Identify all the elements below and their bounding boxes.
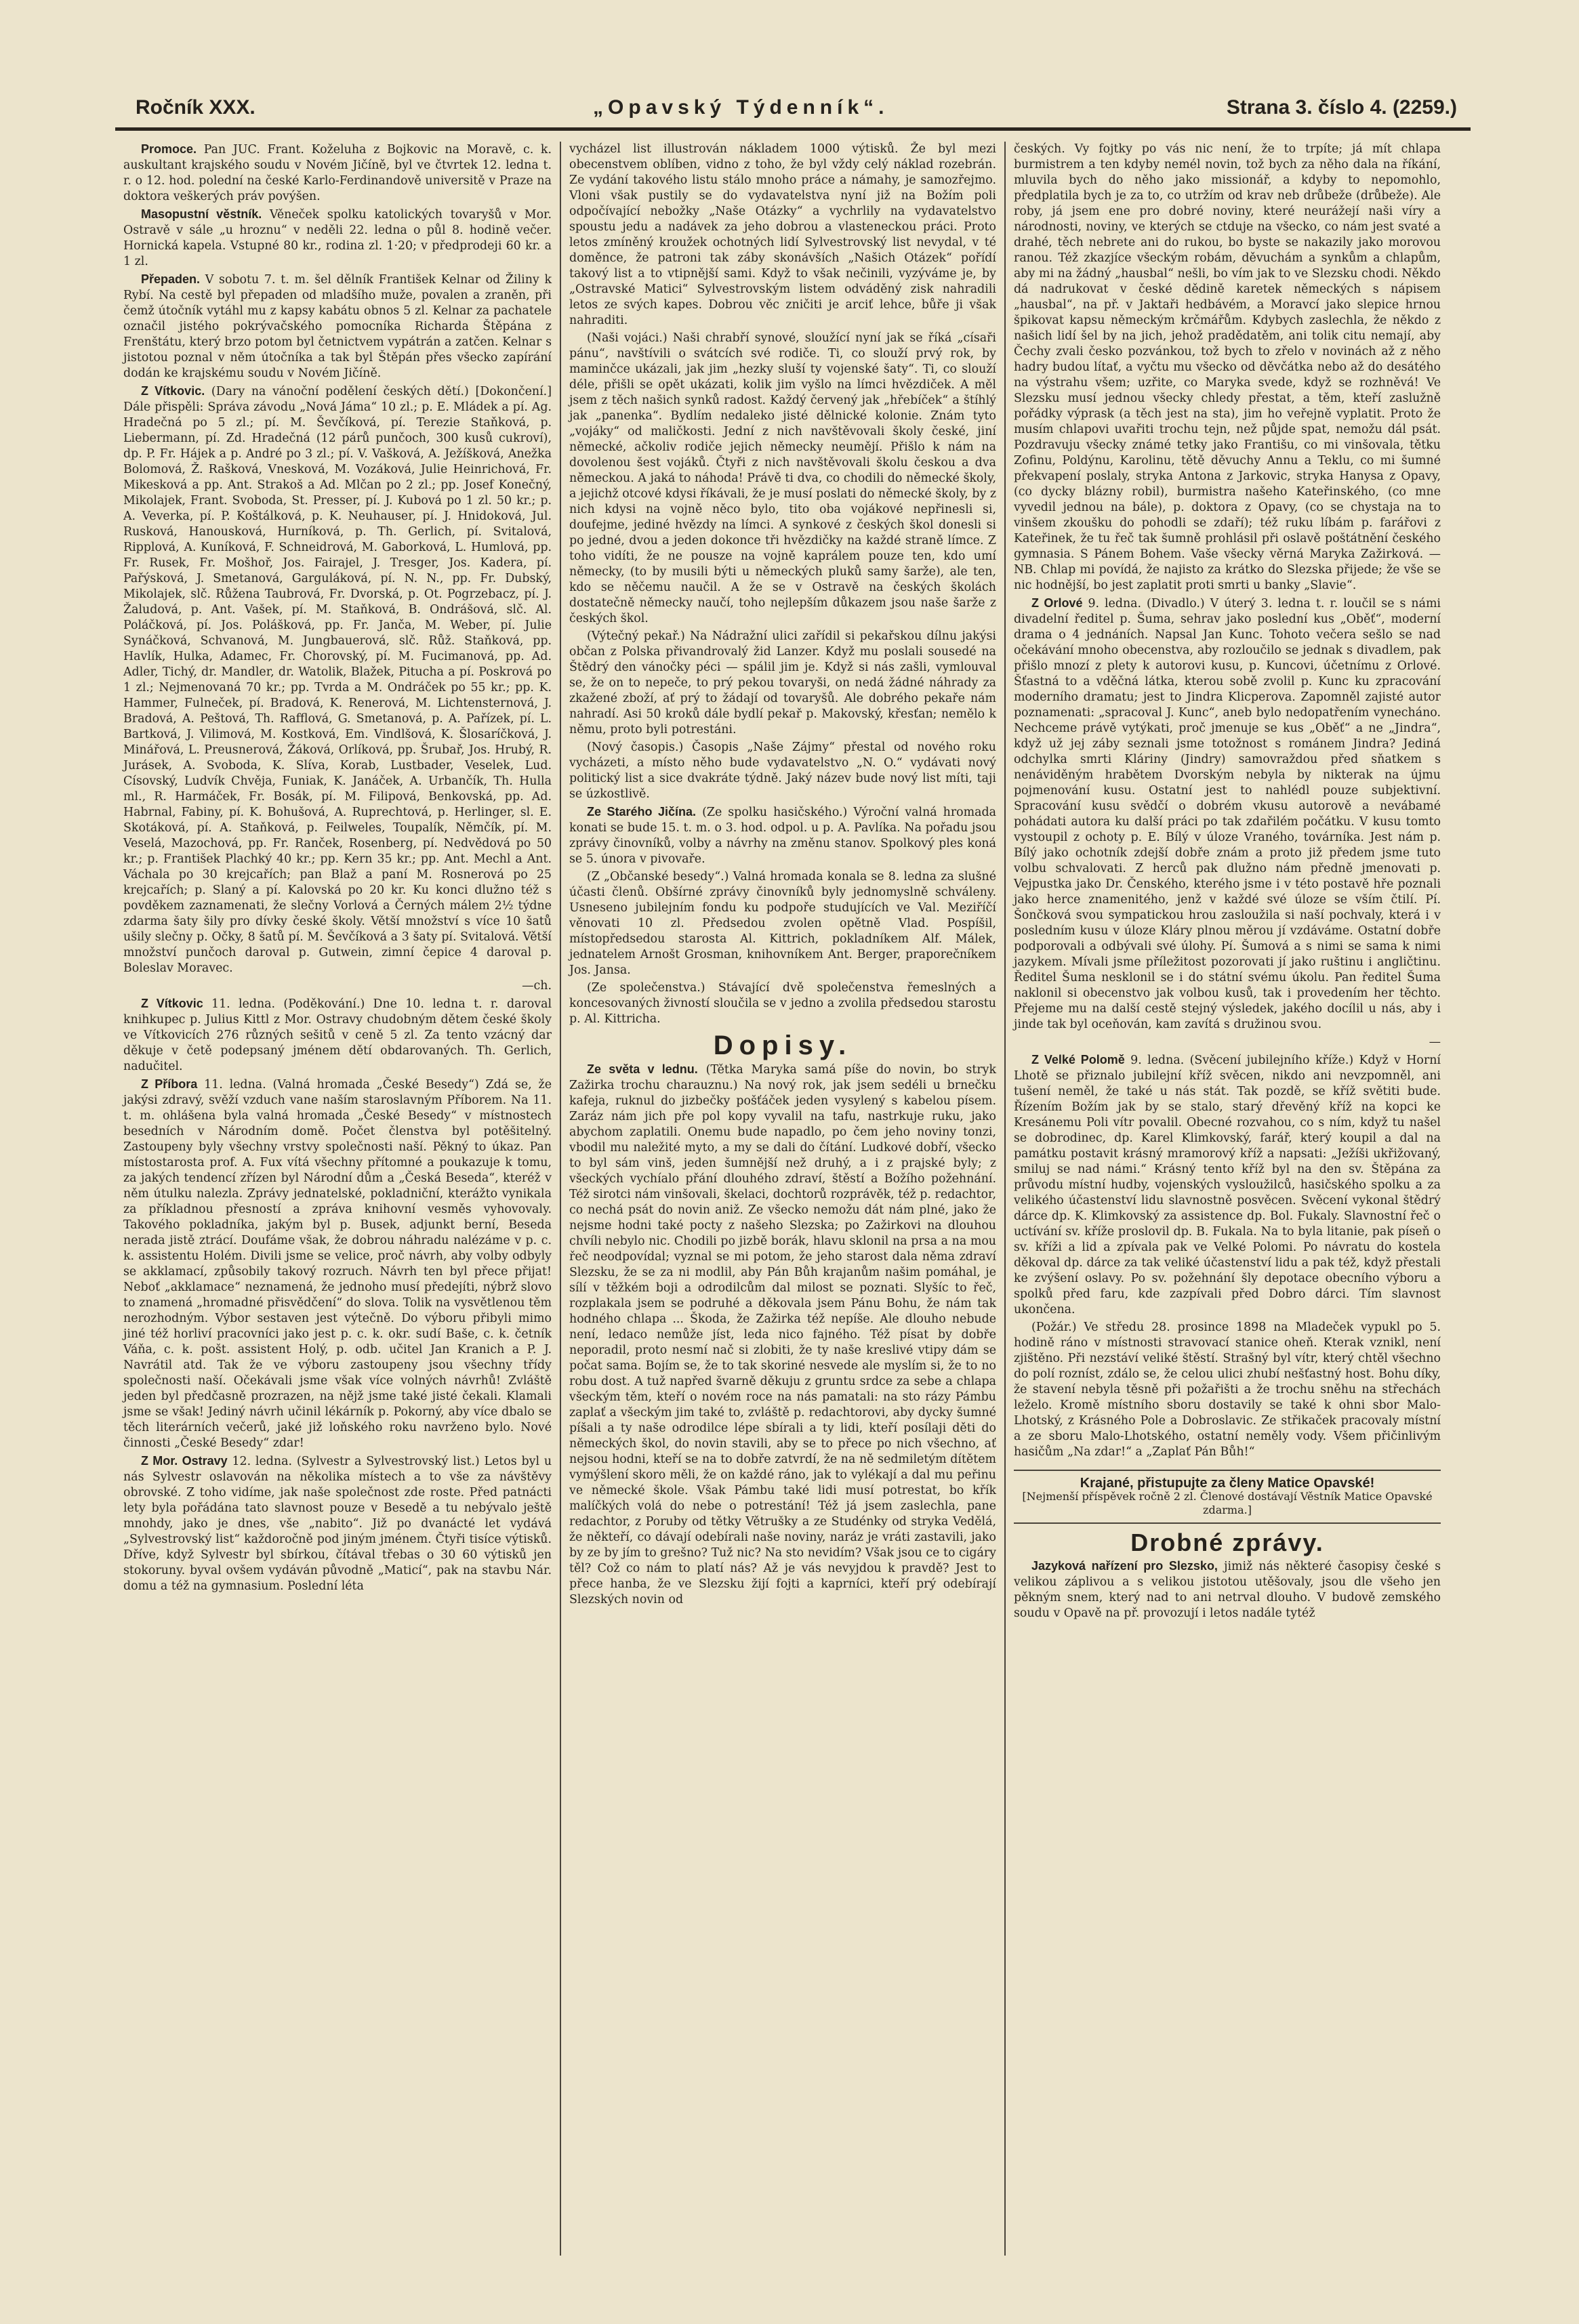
newspaper-title: „Opavský Týdenník“. [593,96,889,119]
article-lead: Masopustní věstník. [141,207,262,221]
article-text: (Ze spolku hasičského.) Výroční valná hromada konati se bude 15. t. m. o 3. hod. odpol. u p. A. Pavlíka. Na pořadu jsou zprávy činovníků, volby a návrhy na změnu stanov. Spolkový ples koná se 5. února v pivovaře. [569,806,997,866]
article-vojaci: (Naši vojáci.) Naši chrabří synové, sloužící nyní jak se říká „císaři pánu“, navštívili o svátcích své rodiče. Ti, co slouží prvý rok, by maminčce ukázali, jak jim „hezky sluší ty vojenské šaty“. Ti, co slouží déle, přišli se opět ukázati, kolik jim vyšlo na límci hvězdiček. A měl jsem z těch našich synků radost. Každý červený jak „hřebíček“ a štíhlý jak „panenka“. Bydlím nedaleko jisté dělnické kolonie. Znám tyto „vojáky“ od maličkosti. Jední z nich navštěvovali školy české, jiní německé, ačkoliv rodiče jejich německy neumějí. Přišlo k nám na dovolenou šest vojáků. Čtyři z nich navštěvovali školu českou a dva německou. A jaká to náhoda! Právě ti dva, co chodili do německé školy, a jejichž otcové kdysi říkávali, že je musí poslati do německé školy, by z nich kdysi na vojně něco bylo, tito oba vojákové nepřinesli si, doufejme, jediné hvězdy na límci. A synkové z českých škol donesli si po jedné, dvou a jeden dokonce tři hvězdičky na každé straně límce. Z toho vidíti, že ne pousze na vojně kaprálem pouze ten, kdo umí německy, (to by musili býti u německých pluků samy šarže), ale ten, kdo se něčemu naučil. A že se v Ostravě na českých školách dostatečně německy naučí, toho nejlepším důkazem jsou naše šarže z českých škol. [569,331,996,625]
article-vitkovice [123,383,552,976]
article-obcanska-beseda: (Z „Občanské besedy“.) Valná hromada konala se 8. ledna za slušné účasti členů. Obšírné zprávy činovníků byly jednomyslně schváleny. Usneseno jubilejním fondu ku podpoře studujících ve Val. Meziříčí věnovati 10 zl. Předsedou zvolen opětně Vlad. Pospíšil, místopředsedou starosta Al. Kittrich, pokladníkem Alf. Málek, jednatelem Arnošt Grosman, knihovníkem Ant. Berger, praporečníkem Jos. Jansa. [569,870,996,977]
article-text: 9. ledna. (Svěcení jubilejního kříže.) Když v Horní Lhotě se přiznalo jubilejní kříž svěcen, nikdo ani nevzpomněl, ani tušení neměl, že také u nás stát. Tak pozdě, se kříž světiti bude. Řízením Božím jak by se stalo, starý dřevěný kříž na kopci ke Kresánemu Poli vítr povalil. Obecné rozvahou, co s ním, když tu našel se dobrodinec, dp. Karel Klimkovský, farář, který koupil a dal na památku postavit krásný mramorový kříž a napsati: „Ježíši ukřižovaný, smiluj se nad námi.“ Krásný tento kříž byl na den sv. Štěpána za průvodu místní hudby, vojenských vysloužilců, hasičského spolku a za velikého účastenství lidu slavnostně posvěcen. Svěcení vykonal štědrý dárce dp. K. Klimkovský za assistence dp. Bol. Fukaly. Slavnostní řeč o uctívání sv. kříže proslovil dp. B. Fukala. Na to byla litanie, pak píseň o sv. kříži a lid a zpívala pak ve Velké Polomi. Po návratu do kostela děkoval dp. dárce za tak veliké účastenství lidu a pak též, když přestali ke zvýšení oslavy. Po sv. požehnání šly depotace obecního výboru a spolků před faru, kde zazpívali před Dobro dárci. Tím slavnost ukončena. [1014,1054,1441,1316]
article-text: (Dary na vánoční podělení českých dětí.) [Dokončení.] Dále přispěli: Správa závodu „Nová Jáma“ 10 zl.; p. E. Mládek a pí. Ag. Hradečná po 5 zl.; pí. M. Ševčíková, pí. Terezie Staňková, p. Liebermann, pí. Zd. Hradečná (12 párů punčoch, 300 kusů cukroví), dp. P. Fr. Hájek a p. André po 3 zl.; pí. V. Vašková, A. Ježíšková, Anežka Bolomová, Ž. Rašková, Vnesková, M. Vozáková, Julie Heinrichová, Fr. Mikesková a pp. Ant. Strakoš a Ad. Mlčan po 2 zl.; pp. Josef Konečný, Mikolajek, Frant. Svoboda, St. Presser, pí. J. Kubová po 1 zl. 50 kr.; p. A. Veverka, pí. P. Koštálková, p. K. Neuhauser, pí. J. Hnidoková, Jul. Rusková, Hanousková, Hurníková, p. Th. Gerlich, pí. Svitalová, Ripplová, A. Kuníková, F. Schneidrová, M. Gaborková, L. Humlová, pp. Fr. Rusek, Fr. Mošhoř, Jos. Fairajel, J. Tresger, Jos. Kadera, pí. Pařýsková, J. Smetanová, Garguláková, pí. N. N., pp. Fr. Dubský, Mikolajek, slč. Růžena Taubrová, Fr. Dvorská, p. Ot. Pogrzebacz, pí. J. Žaludová, p. Ant. Vašek, pí. M. Staňková, B. Ondrášová, slč. Al. Poláčková, pí. Jos. Polášková, pp. Fr. Janča, M. Weber, pí. Julie Synáčková, Schvanová, M. Jungbauerová, slč. Růž. Staňková, pp. Havlík, Hulka, Adamec, Fr. Chorovský, pí. M. Fucimanová, pp. Ad. Adler, Tichý, dr. Mandler, dr. Watolik, Blažek, Pitucha a pí. Poskrová po 1 zl.; Nejmenovaná 70 kr.; pp. Tvrda a M. Ondráček po 55 kr.; pp. K. Hammer, Fulneček, pí. Bradová, K. Renerová, M. Lichtensternová, J. Bradová, A. Peštová, Th. Rafflová, G. Smetanová, p. A. Pařízek, pí. L. Bartková, J. Vilimová, M. Kostková, Em. Vindlšová, K. Šlosaríčková, J. Minářová, L. Preusnerová, Žáková, Orlíková, pp. Šrubař, Jos. Hrubý, R. Jurásek, A. Svoboda, K. Slíva, Korab, Lustbader, Veselek, Lud. Císovský, Ludvík Chvěja, Funiak, K. Janáček, A. Urbančík, Th. Hulla ml., R. Harmáček, Fr. Bosák, pí. M. Filipová, Benkovská, pp. Ad. Habrnal, Fabiny, pí. K. Bohušová, A. Ruprechtová, p. Herlinger, sl. E. Skotáková, pí. A. Staňková, p. Feilweles, Toupalík, Němčík, pí. M. Veselá, Mazochová, pp. Fr. Ranček, Rosenberg, pí. Nedvědová po 50 kr.; p. František Plachký 40 kr.; pp. Kern 35 kr.; pp. Ant. Mechl a Ant. Váchala po 30 krejcařích; pan Blaž a paní M. Rosnerová po 25 krejcařích; p. Slaný a pí. Kalovská po 20 kr. Ku konci dlužno též s povděkem zaznamenati, že slečny Vorlová a Černých málem 2½ týdne zdarma šaty šily pro dívky české školy. Větší množství s více 10 šatů ušily slečny p. Očky, 8 šatů pí. M. Ševčíková a 3 šaty pí. Svitalová. Větší množství punčoch daroval p. Gutwein, zimní čepice 4 daroval p. Boleslav Moravec. [123,385,552,975]
article-dopis-continued: českých. Vy fojtky po vás nic není, že to trpíte; já mít chlapa burmistrem a ten kdyby nemél novin, tož bych za něho dala na říkání, mluvila bych do něho jako missionář, a kdyby to nepomohlo, předplatila bych je za to, co utržím od krav neb drůbeže (drůbeže). Ale roby, já jsem ene pro dobré noviny, které neurážejí naši víry a národnosti, noviny, ve kterých se ctduje na všecko, co nám jest svaté a drahé, těch nebrete ani do rukou, bo byste se nakazily jako morovou ranou. Též zkazjíce všeckým robám, děvuchám a synkům a chlapům, aby mi na žádný „hausbal“ nešli, bo vím jak to ve Slezsku chodi. Někdo dá nadrukovat v české dědině karetek německých s nápisem „hausbal“, na př. v Jaktaři hedbávém, a Moravcí jako slepice hrnou špikovat kapsu německým krčmářům. Kdybych zaslechla, že někdo z našich lidí šel by na jich, jehož pradědatěm, ani tolik citu nemají, aby Čechy zvali česko pozvánkou, tož bych to zřelo v novinách až z něho hadry budou lítať, a vyčtu mu všecko od děvčátka nebo až do desátého na výstrahu všem; uzřite, co Maryka svede, když se rozhněvá! Ve Slezsku musí jednou všecky chledy přestat, a těm, kteří zaslužně pořádky výprask (a těch jest na sta), jim ho veřejně vyplatit. Proto že musím chlapovi uvařiti trochu tejn, než půjde spat, nemožu dál psát. Pozdravuju všecky známé tetky jako Františu, co mi vinšovala, tětku Zofinu, Poldýnu, Karolinu, tětě děvuchy Annu a Teklu, co mi šumné překvapení poslaly, stryka Antona z Jarkovic, stryka Hanysa z Opavy, (co dycky blázny robil), burmistra našeho Kateřinského, (co mne vyvedil jednou na bále), p. doktora z Opavy, (co se chystaja na to vinšem zkoušku do pohodli se zdaří); též ruku líbám p. farářovi z Kateřinek, že tu řeč tak šumně prohlásil při oslavě poštátnění českého gymnasia. S Pánem Bohem. Vaše všecky věrná Maryka Zažirková. — NB. Chlap mi povídá, že najisto za krátko do Slezska přijede; že vše se nic hodnější, bo jest zaplatit proti smrti u banky „Slavie“. [1014,142,1441,592]
article-lead: Jazyková nařízení pro Slezsko, [1031,1559,1218,1573]
signature: —ch. [522,979,552,993]
article-ostrava [123,1453,552,1594]
article-jazykova [1014,1558,1441,1621]
article-lead: Z Vítkovic [141,997,203,1010]
article-lead: Ze Starého Jičína. [587,805,697,818]
article-lead: Přepaden. [141,272,201,286]
notice-text: [Nejmenší příspěvek ročně 2 zl. Členové dostávají Věstník Matice Opavské zdarma.] [1022,1490,1433,1516]
article-masopust [123,207,552,270]
signature: — [1429,1035,1441,1049]
article-text: Pan JUC. Frant. Koželuha z Bojkovic na Moravě, c. k. auskultant krajského soudu v Novém Jičíně, byl ve čtvrtek 12. ledna t. r. o 12. hod. polední na české Karlo-Ferdinandově universitě v Praze na doktora veškerých práv povýšen. [123,143,552,203]
article-lead: Ze světa v lednu. [587,1062,698,1076]
column-3 [1004,142,1449,2256]
page-header [115,68,1471,127]
columns [115,142,1471,2256]
header-rule [115,127,1471,131]
article-text: Věneček spolku katolických tovaryšů v Mor. Ostravě v sále „u hroznu“ v neděli 22. ledna o půl 8. hodině večer. Hornická kapela. Vstupné 80 kr., rodina zl. 1·20; v předprodeji 60 kr. a 1 zl. [123,208,552,268]
article-lead: Z Mor. Ostravy [141,1454,228,1468]
article-vitkovice-2 [123,996,552,1075]
matice-notice [1014,1470,1441,1524]
page-number: Strana 3. číslo 4. (2259.) [1226,96,1457,119]
article-text: V sobotu 7. t. m. šel dělník František Kelnar od Žiliny k Rybí. Na cestě byl přepaden od mladšího muže, povalen a zraněn, při čemž útočník vytáhl mu z kapsy kabátu obnos 5 zl. Kelnar za pachatele označil jistého pokrývačského pomocníka Richarda Štěpána z Frenštátu, který brzo potom byl četnictvem vypátrán a zatčen. Kelnar s jistotou poznal v něm útočníka a tak byl Štěpán přes všecko zapírání dodán ke krajskému soudu v Novém Jičíně. [123,273,552,380]
article-text: 12. ledna. (Sylvestr a Sylvestrovský list.) Letos byl u nás Sylvestr oslavován na několika místech a to vše za návštěvy obrovské. Z toho vidíme, jak naše společnost zde roste. Před patnácti lety byla pořádána tato slavnost pouze v Besedě a tu nebývalo ještě mnohdy, jako je dnes, vše „nabito“. Již po dvanácté let vydává „Sylvestrovský list“ každoročně pod jiným jménem. Čtyři tisíce výtisků. Dříve, když Sylvestr byl sbírkou, čítával třebas o 30 60 výtisků jen stokoruny. byval ovšem vydáván původně „Maticí“, pak na stavbu Nár. domu a též na gymnasium. Poslední léta [123,1455,552,1593]
article-lead: Z Orlové [1031,596,1083,610]
article-ostrava-continued: vycházel list illustrován nákladem 1000 výtisků. Že byl mezi obecenstvem oblíben, vidno z toho, že byl vždy celý náklad rozebrán. Ze vydání takového listu stálo mnoho práce a námahy, je samozřejmo. Vloni však pustily se do vydavatelstva nyní již na Božím poli odpočívající nebožky „Naše Otázky“ a vychrlily na vydavatelstvo spoustu jedu a nadávek za jeho dobrou a vlasteneckou práci. Proto letos zmíněný kroužek ochotných lidí Sylvestrovský list nevydal, v té doměnce, že patroni tak záby skonávších „Našich Otázek“ pořídí takový list a to vtipnější sami. Když to však nečinili, vyzýváme je, by „Ostravské Matici“ Sylvestrovským listem odváděný zisk nahradili letos ze svých kapes. Dobrou věc zničiti je arciť lehce, bůře ji však nahraditi. [569,142,996,327]
section-heading-dopisy: Dopisy. [713,1031,853,1060]
article-text: 11. ledna. (Poděkování.) Dne 10. ledna t. r. daroval knihkupec p. Julius Kittl z Mor. Ostravy chudobným dětem české školy ve Vítkovicích 276 různých sešitů v ceně 5 zl. Za tento vzácný dar děkuje v četě podepsaný jménem dětí obdarovaných. Th. Gerlich, nadučitel. [123,997,552,1073]
article-lead: Z Příbora [141,1077,198,1091]
article-pekar: (Výtečný pekař.) Na Nádražní ulici zařídil si pekařskou dílnu jakýsi občan z Polska přivandrovalý žid Lanzer. Když mu poslali sousedé na Štědrý den vánočky péci — spálil jim je. Když si nás zašli, vymlouval se, že on to nepeče, to prý pekou tovaryši, on nedá žádné náhrady za zkažené zboží, ať prý to žádají od tovaryšů. Ale dobrého pekaře nám nahradí. Asi 50 kroků dále bydlí pekař p. Makovský, křesťan; nemělo k němu, proto byli potrestáni. [569,629,996,736]
article-text: (Tětka Maryka samá píše do novin, bo stryk Zažirka trochu charauznu.) Na nový rok, jak jsem sedéli u brnečku kafeja, ruknul do jizbečky pošťáček jeden vysylený s kabelou písem. Zaráz nám jich pře pol kopy vyvalil na tafu, nastrkuje ruku, jako abychom zaplatili. Onemu bude napadlo, po čem jeho noviny tonzi, vbodil mu naležité myto, a my se dali do čítání. Ludkové dobří, všecko to byl sám vinš, jeden šumnější než druhý, a i z prajské byly; z všeckých vychíalo přání dlouhého zdraví, štěstí a Božího požehnání. Též sirotci nám vinšovali, škelaci, dochtorů rozprávěk, též p. redachtor, co nechá psát do novin aniž. Ze všecko nemožu dát nám plné, jako že nejsme hodni také pocty z našeho Slezska; po Zažirkovi na dlouhou chvíli nebylo nic. Chodili po jizbě borák, hlavu sklonil na prsa a na mou řeč neodpovídal; vyznal se mi potom, že jeho starost dala něma zdraví Slezsku, že se za ni modlil, aby Pán Bůh krajanům našim pomáhal, je sílí v těžkém boji a odrodilcům dal milost se poznati. Slyšíc to řeč, rozplakala jsem se podruhé a děkovala jsem Pánu Bohu, že nám tak hodného chlapa ... Škoda, že Zažirka též nepíše. Ale dlouho nebude není, ledaco nemůže jíst, leda nico fajného. Též písat by dobře neporadil, proto nesmí nač si zlobiti, že ty naše kreslivé vtipy dám se počat sama. Bojím se, že to tak skoriné nesvede ale myslím si, že to no robu dost. A tuž napřed švarně děkuju z gruntu srdce za sebe a chlapa všeckým těm, kteří o novém roce na nás pamatali: na sto rázy Pámbu zaplať a všeckým jim také to, zvláště p. redachtorovi, aby dycky šumné píšali a ty naše odrodilce lépe sbírali a ty lidi, kteří posílaji děti do německých škol, do novin stavili, aby se to přece po nich všechno, ať nejsou hodni, kteří se na to dobře zatvrdí, že na ně sedmiletým dítětem vymýšlení skoro měli, že on každé ráno, jak to vylékají a dal mu peřinu ve německé škole. Však Pámbu také lidi musí potrestat, bo křík malíčkých volá do nebe o potrestání! Též já jsem zaslechla, pane redachtor, z Poruby od tětky Větrušky a ze Studénky od stryka Vedělá, že někteří, co dávají odebírali naše noviny, naráz je vráti zastavili, jako by ze by jím to grešno? Tuž nic? Na sto nevidím? Však jsou ce to cigáry těl? Což co nám to platí nás? Až je vás nevyjdou k pravdě? Jest to přece hanba, že ve Slezsku žijí fojti a kaprníci, kteří prý odebírají Slezských novin od [569,1063,997,1606]
section-heading-drobne: Drobné zprávy. [1130,1529,1324,1556]
article-pribor [123,1077,552,1451]
article-lead: Promoce. [141,142,197,156]
article-promoce [123,142,552,205]
article-pozar: (Požár.) Ve středu 28. prosince 1898 na Mladeček vypukl po 5. hodině ráno v místnosti stravovací stanice oheň. Kterak vznikl, není zjištěno. Při nezstáví veliké štěstí. Strašný byl vítr, který chtěl všechno do polí rozníst, zdálo se, že celou ulici zhubí nešťastný host. Bohu díky, že stavení nebyla těsně při požařišti a že trochu sněhu na střechách leželo. Kromě místního sboru dostavily se také k ohni sbor Malo-Lhotský, z Krásného Pole a Dobroslavic. Ze střikaček pracovaly místní a ze sboru Malo-Lhotského, ostatní neměly vody. Všem přičinlivým hasičům „Na zdar!“ a „Zaplať Pán Bůh!“ [1014,1321,1441,1459]
article-dopis [569,1062,996,1608]
newspaper-page [115,68,1471,2270]
article-orlova [1014,596,1441,1033]
article-prepaden [123,272,552,381]
article-lead: Z Velké Polomě [1031,1053,1125,1066]
volume-label: Ročník XXX. [136,96,255,119]
article-text: 9. ledna. (Divadlo.) V úterý 3. ledna t. r. loučil se s námi divadelní ředitel p. Šuma, sehrav jako poslední kus „Oběť“, moderní drama o 4 jednáních. Napsal Jan Kunc. Tohoto večera sešlo se nad očekávání mnoho obecenstva, aby rozloučilo se jednak s divadlem, pak přišlo mnozí z plety k autorovi kusu, p. Kuncovi, účetnímu z Orlové. Šťastná to a vděčná látka, kterou sobě zvolil p. Kunc ku zpracování moderního dramatu; jest to Jindra Klicperova. Zapomněl zajisté autor poznamenati: „spracoval J. Kunc“, aneb bylo nedopatřením vynecháno. Nechceme právě vytýkati, proč jmenuje se kus „Oběť“ a ne „Jindra“, když už jej záby seznali jsme totožnost s románem Jindra? Jediná odchylka smrti Kláriny (Jindry) samovraždou před sňatkem s nenáviděným hrabětem Dvorským nebyla by nikterak na újmu pojmenování kusu. Ostatní jest to nahlédl pouze subjektivní. Spracování kusu svědčí o dobrém vkusu autorově a nevábamé pohádati autora ku další práci po tak zdařilém počátku. V kusu tomto vystoupil z ochoty p. E. Bílý v úloze Vraného, továrníka. Jest nám p. Bílý jako ochotník zdejší dobře znám a proto již předem jsme tuto volbu schvalovati. Z herců pak dlužno nám předně jmenovati p. Vejpustka jako Dr. Čenského, kterého jsme i v této postavě hře poznali jako herce znamenitého, jenž v každé své úloze se vším čtilí. Pí. Šončková svou sympatickou hrou zasloužila si naší pochvaly, která i v posledním kusu v úloze Kláry plnou měrou jí vzdáváme. Ostatní dobře podporovali a odbývali své úlohy. Pí. Šumová a s nimi se sama k nimi jazykem. Mívali jsme příležitost pozorovati jí jako ruštinu i angličtinu. Ředitel Šuma nesklonil se i do státní svému úkolu. Pan ředitel Šuma naklonil si obecenstvo jak volbou kusů, tak i provedením her těchto. Přejeme mu na další cestě stejný výsledek, jakého docílil u nás, aby i jinde tak byl oceňován, kam zavítá s družinou svou. [1014,597,1441,1031]
article-velka-polom [1014,1052,1441,1318]
article-spolecenstvo: (Ze společenstva.) Stávající dvě společenstva řemeslných a koncesovaných živností sloučila se v jedno a zvolila předsedou starostu p. Al. Kittricha. [569,981,996,1026]
article-text: jimiž nás některé časopisy české s velikou záplivou a s velikou jistotou utěšovaly, jsou dle všeho jen pěkným snem, který nad to ani netrval dlouho. V budově zemského soudu v Opavě na př. provozují i letos nadále tytéž [1014,1560,1441,1620]
notice-title: Krajané, přistupujte za členy Matice Opavské! [1080,1476,1375,1491]
column-1 [115,142,560,2256]
article-stary-jicin [569,804,996,867]
article-text: 11. ledna. (Valná hromada „České Besedy“) Zdá se, že jakýsi zdravý, svěží vzduch vane naším staroslavným Příborem. Na 11. t. m. ohlášena byla valná hromada „České Besedy“ v místnostech besedních v Národním domě. Počet členstva byl potěšitelný. Zastoupeny byly všechny vrstvy společnosti naší. Pěkný to úkaz. Pan místostarosta prof. A. Fux vítá všechny přítomné a poukazuje k tomu, za jakých tendencí zřízen byl Národní dům a „Česká Beseda“, kteréž v něm útulku nalezla. Zprávy jednatelské, pokladniční, kterážto vynikala za příkladnou přesností a zpráva knihovní vesměs vyhovovaly. Takového pokladníka, jakým byl p. Busek, adjunkt berní, Beseda nerada jistě ztrácí. Doufáme však, že dobrou náhradu nalézáme v p. c. k. assistentu Holém. Divili jsme se velice, proč návrh, aby volby odbyly se akklamací, způsobily takový rozruch. Návrh ten byl přece přijat! Neboť „akklamace“ neznamená, že jednoho musí předejíti, nýbrž slovo to znamená „hromadné přisvědčení“ do slova. Tolik na vysvětlenou těm nerozhodným. Výbor sestaven jest výtečně. Do výboru přibyli mimo jiné též horliví pracovníci jako jest p. c. k. okr. sudí Baše, c. k. četník Váňa, c. k. pošt. assistent Holý, p. odb. učitel Jan Kranich a P. J. Navrátil atd. Tak že ve výboru zastoupeny jsou všechny třídy společnosti naší. Očekávali jsme však více volných návrhů! Zvláště jeden byl předčasně prozrazen, na nějž jsme také jisté čekali. Klamali jsme se však! Jediný návrh učinil lékárník p. Pokorný, aby více dbalo se těch literárních večerů, jaké již loňského roku navrženo bylo. Nové činnosti „České Besedy“ zdar! [123,1078,552,1450]
article-lead: Z Vítkovic. [141,384,205,398]
article-casopis: (Nový časopis.) Časopis „Naše Zájmy“ přestal od nového roku vycházeti, a místo něho bude vydavatelstvo „N. O.“ vydávati nový politický list a sice dvakráte týdně. Jaký název bude nový list míti, taji se úzkostlivě. [569,741,996,801]
column-2 [560,142,1004,2256]
